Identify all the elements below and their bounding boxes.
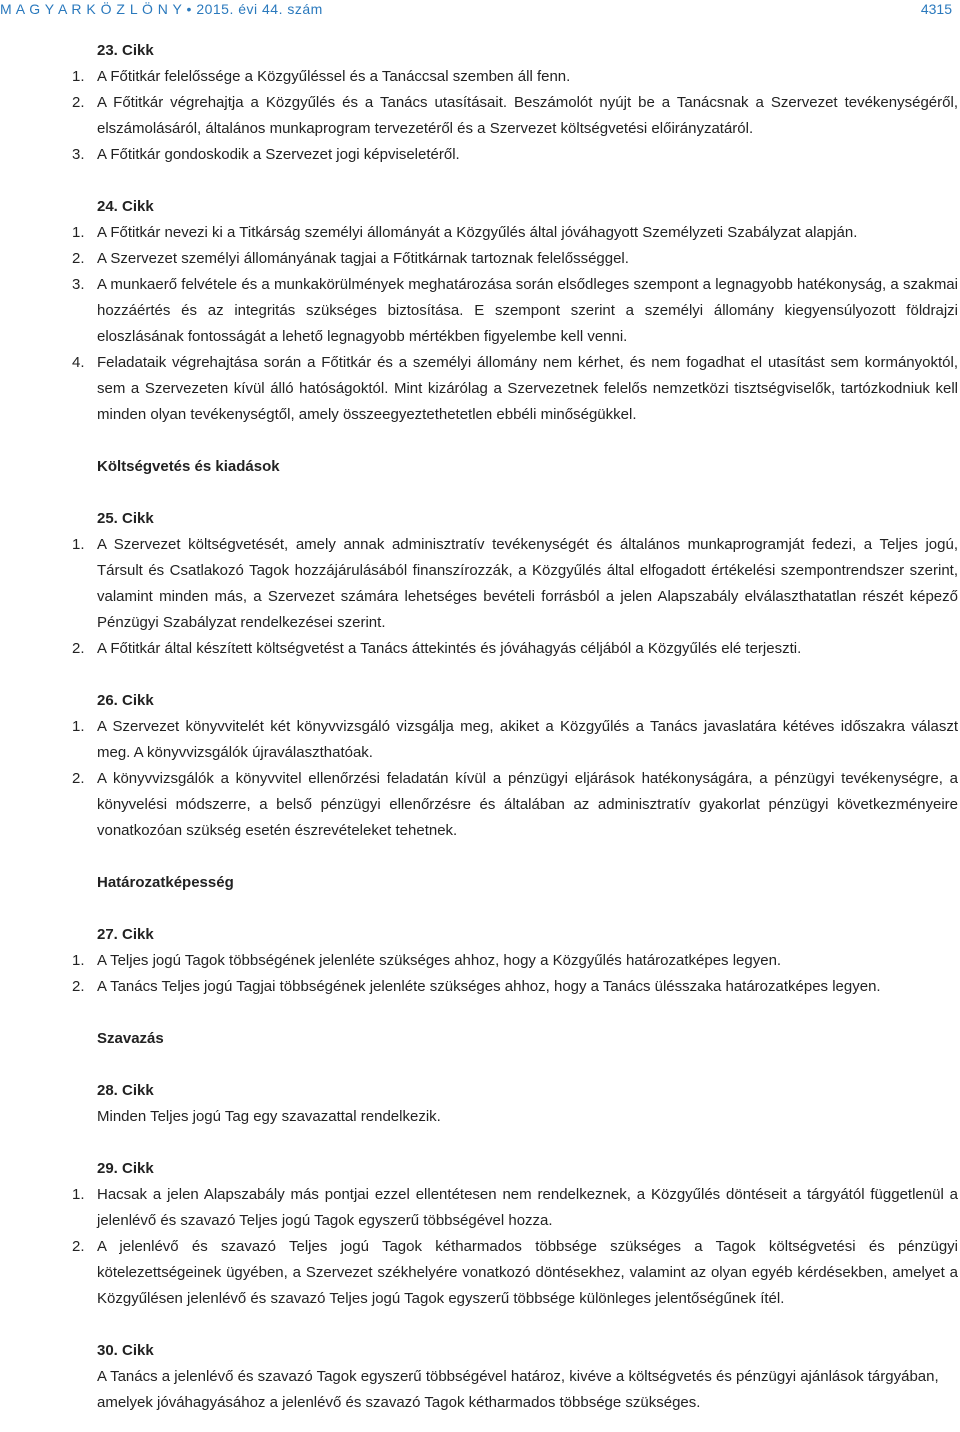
- section-heading: Határozatképesség: [97, 874, 234, 891]
- list-item: 2. A könyvvizsgálók a könyvvitel ellenőrzési feladatán kívül a pénzügyi eljárások hatékonyságára, a pénzügyi tevékenységre, a könyvelési módszerre, a belső pénzügyi ellenőrzésre és általában az adminisztratív gyakorlat pénzügyi következményeire vonatkozóan szükség esetén észrevételeket tehetnek.: [72, 770, 958, 839]
- article-title: 24. Cikk: [97, 198, 154, 215]
- journal-title: M A G Y A R K Ö Z L Ö N Y • 2015. évi 44. szám: [0, 1, 323, 17]
- list-item: 3. A munkaerő felvétele és a munkakörülmények meghatározása során elsődleges szempont a legnagyobb hatékonyság, a szakmai hozzáértés és az integritás szükséges biztosítása. E szempont szerint a személyi állomány kiegyensúlyozott földrajzi eloszlásának fontosságát a lehető legnagyobb mértékben figyelembe kell venni.: [72, 276, 958, 345]
- article-title: 27. Cikk: [97, 926, 154, 943]
- section-heading: Költségvetés és kiadások: [97, 458, 280, 475]
- section-heading: Szavazás: [97, 1030, 164, 1047]
- list-item: 2. A Szervezet személyi állományának tagjai a Főtitkárnak tartoznak felelősséggel.: [72, 250, 629, 267]
- list-item: 1. A Szervezet könyvvitelét két könyvvizsgáló vizsgálja meg, akiket a Közgyűlés a Tanács javaslatára kétéves időszakra választ meg. A könyvvizsgálók újraválaszthatóak.: [72, 718, 958, 761]
- list-item: 2. A Tanács Teljes jogú Tagjai többségének jelenléte szükséges ahhoz, hogy a Tanács ülésszaka határozatképes legyen.: [72, 978, 881, 995]
- article-title: 25. Cikk: [97, 510, 154, 527]
- article-title: 26. Cikk: [97, 692, 154, 709]
- article-title: 29. Cikk: [97, 1160, 154, 1177]
- list-item: 3. A Főtitkár gondoskodik a Szervezet jogi képviseletéről.: [72, 146, 460, 163]
- article-text: Minden Teljes jogú Tag egy szavazattal rendelkezik.: [97, 1108, 441, 1125]
- list-item: 4. Feladataik végrehajtása során a Főtitkár és a személyi állomány nem kérhet, és nem fogadhat el utasítást sem kormányoktól, sem a Szervezeten kívül álló hatóságoktól. Mint kizárólag a Szervezetnek felelős nemzetközi tisztségviselők, tartózkodniuk kell minden olyan tevékenységtől, amely összeegyeztethetetlen ebbéli minőségükkel.: [72, 354, 958, 423]
- list-item: 1. Hacsak a jelen Alapszabály más pontjai ezzel ellentétesen nem rendelkeznek, a Közgyűlés döntéseit a tárgyától függetlenül a jelenlévő és szavazó Teljes jogú Tagok egyszerű többségével hozza.: [72, 1186, 958, 1229]
- list-item: 1. A Főtitkár nevezi ki a Titkárság személyi állományát a Közgyűlés által jóváhagyott Személyzeti Szabályzat alapján.: [72, 224, 858, 241]
- article-title: 28. Cikk: [97, 1082, 154, 1099]
- list-item: 2. A Főtitkár végrehajtja a Közgyűlés és a Tanács utasításait. Beszámolót nyújt be a Tanácsnak a Szervezet tevékenységéről, elszámolásáról, általános munkaprogram tervezetéről és a Szervezet költségvetési előirányzatáról.: [72, 94, 958, 137]
- article-title: 30. Cikk: [97, 1342, 154, 1359]
- page-number: 4315: [920, 1, 952, 17]
- page-header: [0, 0, 960, 20]
- document-body: [72, 38, 958, 1416]
- article-title: 23. Cikk: [97, 42, 154, 59]
- article-text: A Tanács a jelenlévő és szavazó Tagok egyszerű többségével határoz, kivéve a költségvetés és pénzügyi ajánlások tárgyában, amelyek jóváhagyásához a jelenlévő és szavazó Tagok kétharmados többsége szükséges.: [97, 1368, 939, 1411]
- list-item: 1. A Főtitkár felelőssége a Közgyűléssel és a Tanáccsal szemben áll fenn.: [72, 68, 571, 85]
- list-item: 2. A Főtitkár által készített költségvetést a Tanács áttekintés és jóváhagyás céljából a Közgyűlés elé terjeszti.: [72, 640, 802, 657]
- list-item: 1. A Szervezet költségvetését, amely annak adminisztratív tevékenységét és általános munkaprogramját fedezi, a Teljes jogú, Társult és Csatlakozó Tagok hozzájárulásából finanszírozzák, a Közgyűlés által elfogadott értékelési szempontrendszer szerint, valamint minden más, a Szervezet számára lehetséges bevételi forrásból a jelen Alapszabály elválaszthatatlan részét képező Pénzügyi Szabályzat rendelkezései szerint.: [72, 536, 958, 631]
- list-item: 2. A jelenlévő és szavazó Teljes jogú Tagok kétharmados többsége szükséges a Tagok költségvetési és pénzügyi kötelezettségeinek ügyében, a Szervezet székhelyére vonatkozó döntésekhez, valamint az olyan egyéb kérdésekben, amelyet a Közgyűlésen jelenlévő és szavazó Teljes jogú Tagok egyszerű többsége különleges jelentőségűnek ítél.: [72, 1238, 958, 1307]
- list-item: 1. A Teljes jogú Tagok többségének jelenléte szükséges ahhoz, hogy a Közgyűlés határozatképes legyen.: [72, 952, 782, 969]
